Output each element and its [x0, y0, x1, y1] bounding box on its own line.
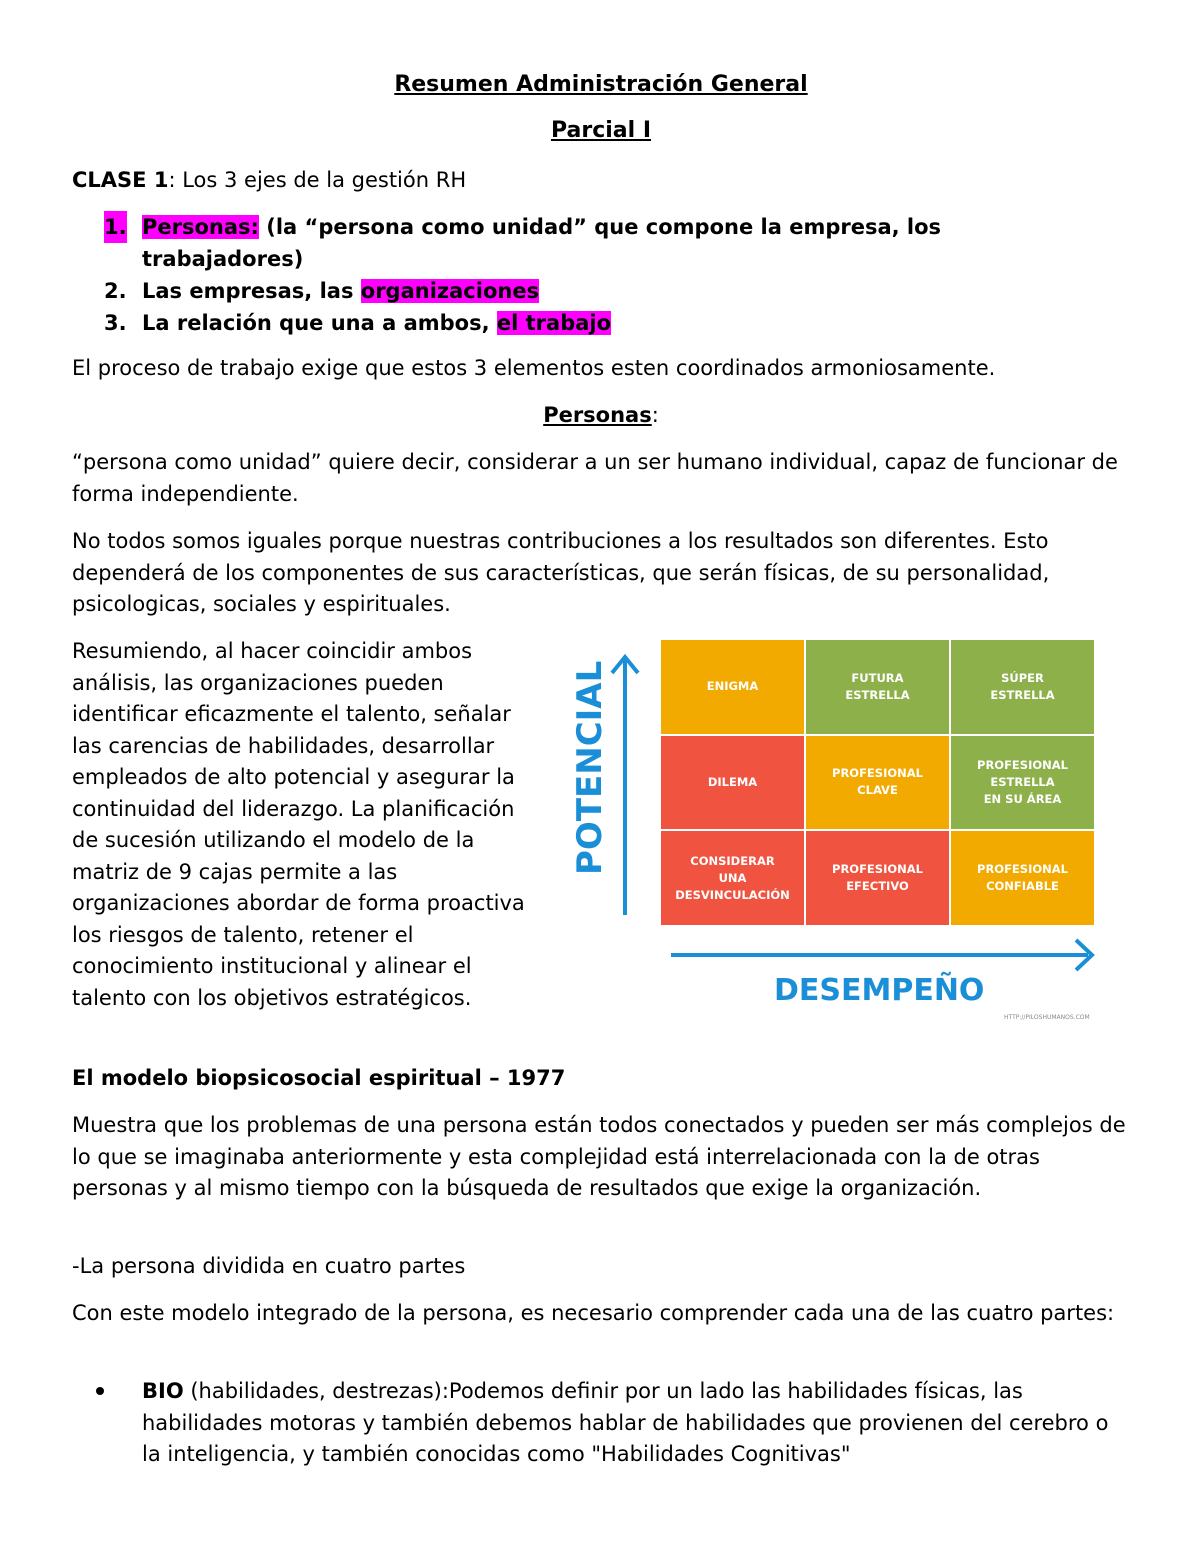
- persona-unidad-paragraph: “persona como unidad” quiere decir, considerar a un ser humano individual, capaz de funcionar de forma independiente.: [72, 450, 1118, 506]
- matrix-cell: PROFESIONAL CLAVE: [806, 736, 949, 830]
- clase1-text: : Los 3 ejes de la gestión RH: [168, 168, 467, 192]
- matrix-cell: ENIGMA: [661, 640, 804, 734]
- bio-description: (habilidades, destrezas):Podemos definir por un lado las habilidades físicas, las habilidades motoras y también debemos hablar de habilidades que provienen del cerebro o la inteligencia, y también conocidas como "Habilidades Cognitivas": [142, 1379, 1109, 1466]
- ejes-highlight: organizaciones: [360, 279, 540, 303]
- ejes-text: (la “persona como unidad” que compone la empresa, los trabajadores): [142, 215, 942, 271]
- ejes-text: Las empresas, las: [142, 279, 361, 303]
- bio-text: [142, 1376, 1132, 1471]
- modelo-heading: El modelo biopsicosocial espiritual – 1977: [72, 1066, 566, 1090]
- clase1-label: CLASE 1: [72, 168, 169, 192]
- ejes-highlight: el trabajo: [496, 311, 612, 335]
- ejes-num: 2.: [104, 279, 127, 303]
- muestra-paragraph: Muestra que los problemas de una persona están todos conectados y pueden ser más complejos de lo que se imaginaba anteriormente y esta complejidad está interrelacionada con la de otras personas y al mismo tiempo con la búsqueda de resultados que exige la organización.: [72, 1113, 1126, 1200]
- bullet-icon: [96, 1387, 104, 1395]
- nine-box-matrix-figure: [568, 635, 1113, 1025]
- matrix-cell: DILEMA: [661, 736, 804, 830]
- bio-label: BIO: [142, 1379, 184, 1403]
- dividida-paragraph: -La persona dividida en cuatro partes: [72, 1254, 466, 1278]
- document-subtitle: Parcial I: [550, 118, 652, 143]
- matrix-grid: [661, 640, 1094, 925]
- matrix-cell: PROFESIONAL ESTRELLA EN SU ÁREA: [951, 736, 1094, 830]
- clase1-line: [72, 165, 466, 196]
- ejes-num: 1.: [104, 211, 127, 243]
- proceso-paragraph: El proceso de trabajo exige que estos 3 elementos esten coordinados armoniosamente.: [72, 356, 996, 380]
- ejes-num: 3.: [104, 311, 127, 335]
- matrix-cell: SÚPER ESTRELLA: [951, 640, 1094, 734]
- resumiendo-paragraph: Resumiendo, al hacer coincidir ambos análisis, las organizaciones pueden identificar eficazmente el talento, señalar las carencias de habilidades, desarrollar empleados de alto potencial y asegurar la continuidad del liderazgo. La planificación de sucesión utilizando el modelo de la matriz de 9 cajas permite a las organizaciones abordar de forma proactiva los riesgos de talento, retener el conocimiento institucional y alinear el talento con los objetivos estratégicos.: [72, 639, 525, 1010]
- ejes-item-3: [104, 307, 1104, 339]
- matrix-cell: FUTURA ESTRELLA: [806, 640, 949, 734]
- personas-heading-line: [72, 400, 1130, 431]
- ejes-item-1: [104, 211, 1104, 275]
- integrado-paragraph: Con este modelo integrado de la persona, es necesario comprender cada una de las cuatro partes:: [72, 1301, 1115, 1325]
- figure-source: HTTP://PILOSHUMANOS.COM: [1004, 1014, 1090, 1021]
- ejes-highlight: Personas:: [142, 215, 259, 239]
- y-axis-label: POTENCIAL: [570, 660, 610, 875]
- matrix-cell: CONSIDERAR UNA DESVINCULACIÓN: [661, 831, 804, 925]
- ejes-item-2: [104, 275, 1104, 307]
- personas-heading: Personas: [543, 403, 652, 427]
- ejes-list: [104, 211, 1104, 339]
- matrix-cell: PROFESIONAL CONFIABLE: [951, 831, 1094, 925]
- y-axis-arrow-icon: [612, 657, 638, 915]
- matrix-cell: PROFESIONAL EFECTIVO: [806, 831, 949, 925]
- no-todos-iguales-paragraph: No todos somos iguales porque nuestras contribuciones a los resultados son diferentes. Esto dependerá de los componentes de sus características, que serán físicas, de su personalidad, psicologicas, sociales y espirituales.: [72, 529, 1050, 616]
- document-title: Resumen Administración General: [394, 72, 808, 97]
- x-axis-arrow-icon: [671, 940, 1092, 970]
- ejes-text: La relación que una a ambos,: [142, 311, 497, 335]
- personas-colon: :: [651, 403, 659, 427]
- x-axis-label: DESEMPEÑO: [774, 973, 985, 1008]
